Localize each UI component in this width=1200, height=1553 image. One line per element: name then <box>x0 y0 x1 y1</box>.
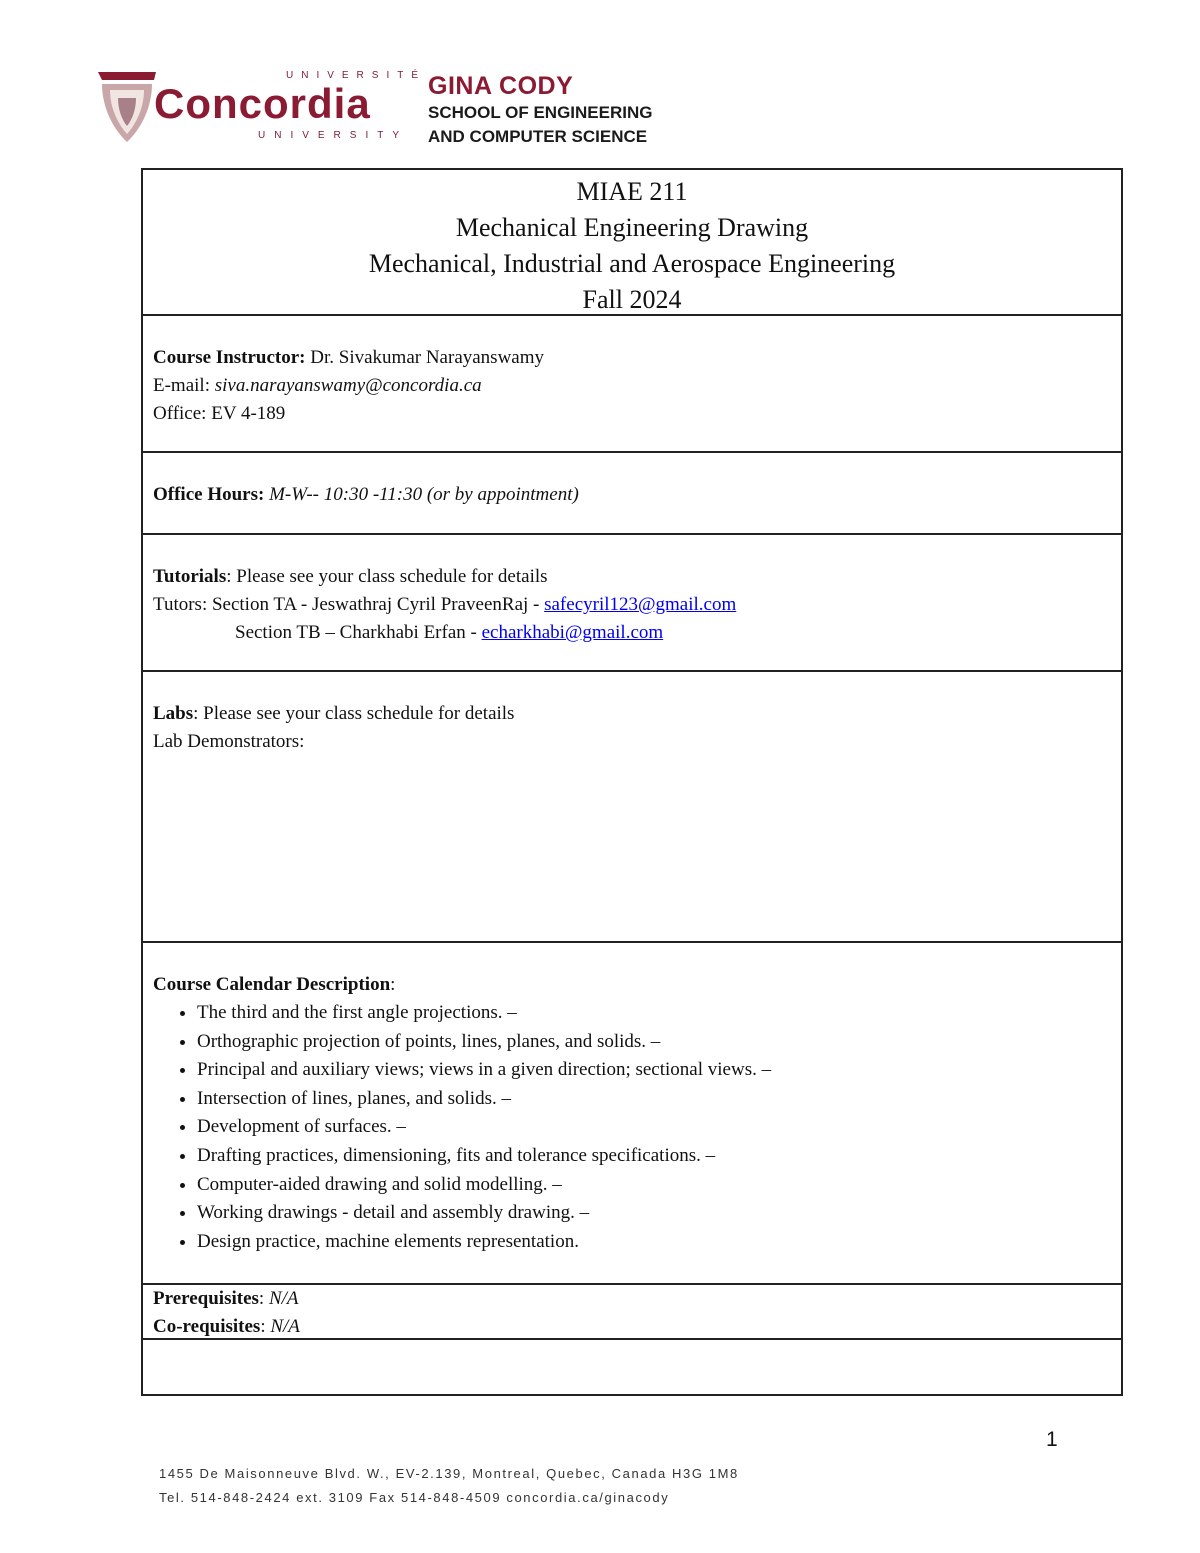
tutor-section-ta: Tutors: Section TA - Jeswathraj Cyril PraveenRaj - <box>153 594 545 615</box>
course-title-block <box>143 170 1121 316</box>
description-list <box>153 999 1111 1256</box>
labs-label: Labs <box>153 703 194 724</box>
course-department: Mechanical, Industrial and Aerospace Engineering <box>368 249 896 278</box>
instructor-block <box>143 316 1121 453</box>
email-label: E-mail: <box>153 375 215 396</box>
list-item: • Development of surfaces. – <box>197 1113 1111 1142</box>
footer-address: 1455 De Maisonneuve Blvd. W., EV-2.139, Montreal, Quebec, Canada H3G 1M8 <box>159 1466 739 1481</box>
lab-demonstrators-label: Lab Demonstrators: <box>153 731 305 752</box>
labs-block <box>143 672 1121 943</box>
instructor-name: Dr. Sivakumar Narayanswamy <box>305 347 545 368</box>
list-item: • The third and the first angle projections. – <box>197 999 1111 1028</box>
tutor-section-tb: Section TB – Charkhabi Erfan - <box>235 622 482 643</box>
list-item: • Working drawings - detail and assembly drawing. – <box>197 1199 1111 1228</box>
coreq-label: Co-requisites <box>153 1316 261 1337</box>
tutorials-text: : Please see your class schedule for details <box>226 566 548 587</box>
course-term: Fall 2024 <box>582 285 682 314</box>
list-item: • Principal and auxiliary views; views in a given direction; sectional views. – <box>197 1056 1111 1085</box>
school-name: GINA CODY <box>428 72 574 100</box>
office-hours-label: Office Hours: <box>153 484 265 505</box>
instructor-label: Course Instructor: <box>153 347 306 368</box>
list-item: • Orthographic projection of points, lines, planes, and solids. – <box>197 1028 1111 1057</box>
list-item: • Design practice, machine elements representation. <box>197 1228 1111 1257</box>
requisites-block: Prerequisites: N/A Co-requisites: N/A <box>143 1285 1121 1340</box>
list-item: • Intersection of lines, planes, and solids. – <box>197 1085 1111 1114</box>
empty-row <box>143 1340 1121 1394</box>
tutor1-email-link[interactable]: safecyril123@gmail.com <box>544 594 737 615</box>
page-number: 1 <box>1046 1428 1058 1451</box>
footer-contact: Tel. 514-848-2424 ext. 3109 Fax 514-848-4509 concordia.ca/ginacody <box>159 1490 670 1505</box>
list-item: • Drafting practices, dimensioning, fits and tolerance specifications. – <box>197 1142 1111 1171</box>
instructor-email: siva.narayanswamy@concordia.ca <box>214 375 482 396</box>
course-title: Mechanical Engineering Drawing <box>455 213 809 242</box>
description-colon: : <box>390 974 396 995</box>
concordia-wordmark: Concordia <box>154 80 371 127</box>
tutor2-email-link[interactable]: echarkhabi@gmail.com <box>481 622 664 643</box>
office-location: EV 4-189 <box>211 403 286 424</box>
tutorials-block <box>143 535 1121 672</box>
course-info-table <box>141 168 1123 1396</box>
course-code: MIAE 211 <box>576 177 688 206</box>
coreq-value: N/A <box>270 1316 300 1337</box>
header-logo <box>96 66 696 152</box>
university-top-label: UNIVERSITÉ <box>286 70 427 81</box>
office-label: Office: <box>153 403 212 424</box>
calendar-description-block <box>143 943 1121 1285</box>
list-item: • Computer-aided drawing and solid modelling. – <box>197 1171 1111 1200</box>
office-hours-block <box>143 453 1121 535</box>
concordia-shield-icon <box>96 66 158 146</box>
office-hours-value: M-W-- 10:30 -11:30 (or by appointment) <box>264 484 579 505</box>
description-label: Course Calendar Description <box>153 974 391 995</box>
prereq-label: Prerequisites <box>153 1288 259 1309</box>
university-bottom-label: UNIVERSITY <box>258 130 409 141</box>
labs-text: : Please see your class schedule for details <box>193 703 515 724</box>
school-line-2: AND COMPUTER SCIENCE <box>428 127 648 146</box>
tutorials-label: Tutorials <box>153 566 227 587</box>
prereq-value: N/A <box>268 1288 299 1309</box>
school-line-1: SCHOOL OF ENGINEERING <box>428 103 653 122</box>
